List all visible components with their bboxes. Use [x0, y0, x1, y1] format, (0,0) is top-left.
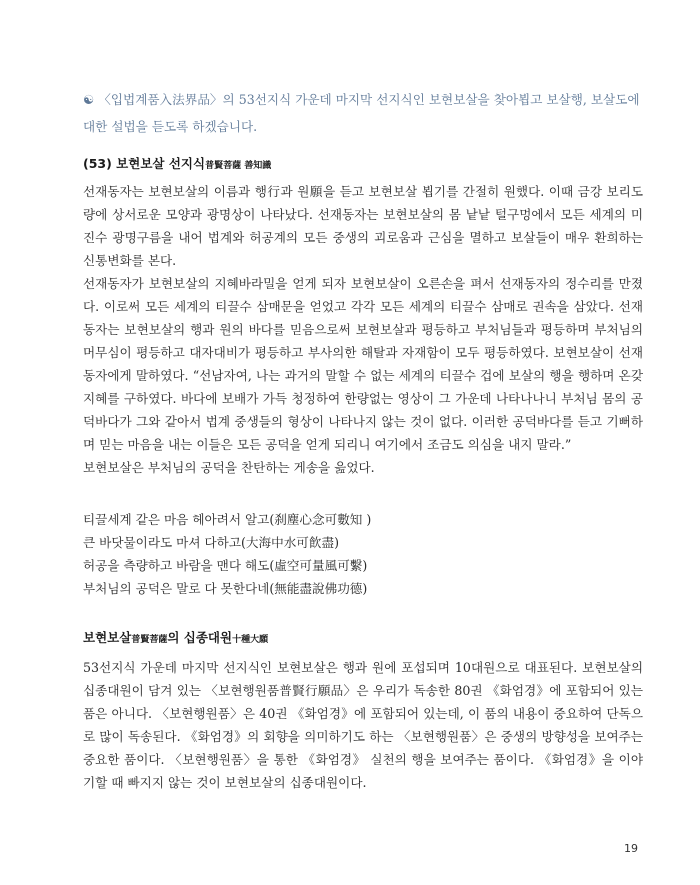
- verse-line: 부처님의 공덕은 말로 다 못한다네(無能盡說佛功德): [83, 581, 368, 596]
- section-53-heading-hanja: 普賢菩薩 善知識: [205, 161, 272, 171]
- verse-line: 티끌세계 같은 마음 헤아려서 알고(刹塵心念可數知 ): [83, 512, 372, 527]
- verse-line: 큰 바닷물이라도 마셔 다하고(大海中水可飮盡): [83, 535, 339, 550]
- ten-vows-body: 53선지식 가운데 마지막 선지식인 보현보살은 행과 원에 포섭되며 10대원으로 대표된다. 보현보살의 십종대원이 담겨 있는 〈보현행원품普賢行願品〉은 우리가 독송한 80권 《화엄경》에 포함되어 있는 품은 아니다. 〈보현행원품〉은 40권 《화엄경》에 포함되어 있는데, 이 품의 내용이 중요하여 단독으로 많이 독송된다. 《화엄경》의 회향을 의미하기도 하는 〈보현행원품〉은 중생의 방향성을 보여주는 중요한 품이다. 〈보현행원품〉을 통한 《화엄경》 실천의 행을 보여주는 품이다. 《화엄경》을 이야기할 때 빠지지 않는 것이 보현보살의 십종대원이다.: [83, 660, 643, 790]
- ten-vows-heading-hanja: 十種大願: [232, 635, 269, 645]
- body-paragraph-3: 보현보살은 부처님의 공덕을 찬탄하는 게송을 읊었다.: [83, 460, 375, 475]
- section-53-body: [83, 180, 643, 479]
- ten-vows-heading: [83, 628, 643, 646]
- ten-vows-heading-hanja: 普賢菩薩: [131, 635, 168, 645]
- section-53-heading-text: (53) 보현보살 선지식: [83, 156, 206, 171]
- verse-line: 허공을 측량하고 바람을 맨다 해도(虛空可量風可繫): [83, 558, 368, 573]
- body-paragraph-2: 선재동자가 보현보살의 지혜바라밀을 얻게 되자 보현보살이 오른손을 펴서 선재동자의 정수리를 만졌다. 이로써 모든 세계의 티끌수 삼매문을 얻었고 각각 모든 세계의 티끌수 삼매로 권속을 삼았다. 선재동자는 보현보살의 행과 원의 바다를 믿음으로써 보현보살과 평등하고 부처님들과 평등하며 부처님의 머무심이 평등하고 대자대비가 평등하고 부사의한 해탈과 자재함이 모두 평등하였다. 보현보살이 선재동자에게 말하였다. “선남자여, 나는 과거의 말할 수 없는 세계의 티끌수 겁에 보살의 행을 행하며 온갖 지혜를 구하였다. 바다에 보배가 가득 청정하여 한량없는 영상이 그 가운데 나타나나니 부처님 몸의 공덕바다가 그와 같아서 법계 중생들의 형상이 나타나지 않는 것이 없다. 이러한 공덕바다를 듣고 기뻐하며 믿는 마음을 내는 이들은 모든 공덕을 얻게 되리니 여기에서 조금도 의심을 내지 말라.”: [83, 276, 643, 452]
- dharma-symbol-icon: ☯: [83, 92, 95, 107]
- verse-block: [83, 508, 643, 600]
- page-number: 19: [624, 842, 638, 855]
- intro-paragraph: [83, 86, 643, 140]
- body-paragraph-1: 선재동자는 보현보살의 이름과 행行과 원願을 듣고 보현보살 뵙기를 간절히 원했다. 이때 금강 보리도량에 상서로운 모양과 광명상이 나타났다. 선재동자는 보현보살의 몸 낱낱 털구멍에서 모든 세계의 미진수 광명구름을 내어 법계와 허공계의 모든 중생의 괴로움과 근심을 멸하고 보살들이 매우 환희하는 신통변화를 본다.: [83, 184, 643, 268]
- ten-vows-heading-part: 의 십종대원: [167, 630, 233, 645]
- ten-vows-heading-part: 보현보살: [83, 630, 132, 645]
- section-53-heading: [83, 154, 643, 172]
- intro-text: 〈입법계품入法界品〉의 53선지식 가운데 마지막 선지식인 보현보살을 찾아뵙고 보살행, 보살도에 대한 설법을 듣도록 하겠습니다.: [83, 92, 640, 134]
